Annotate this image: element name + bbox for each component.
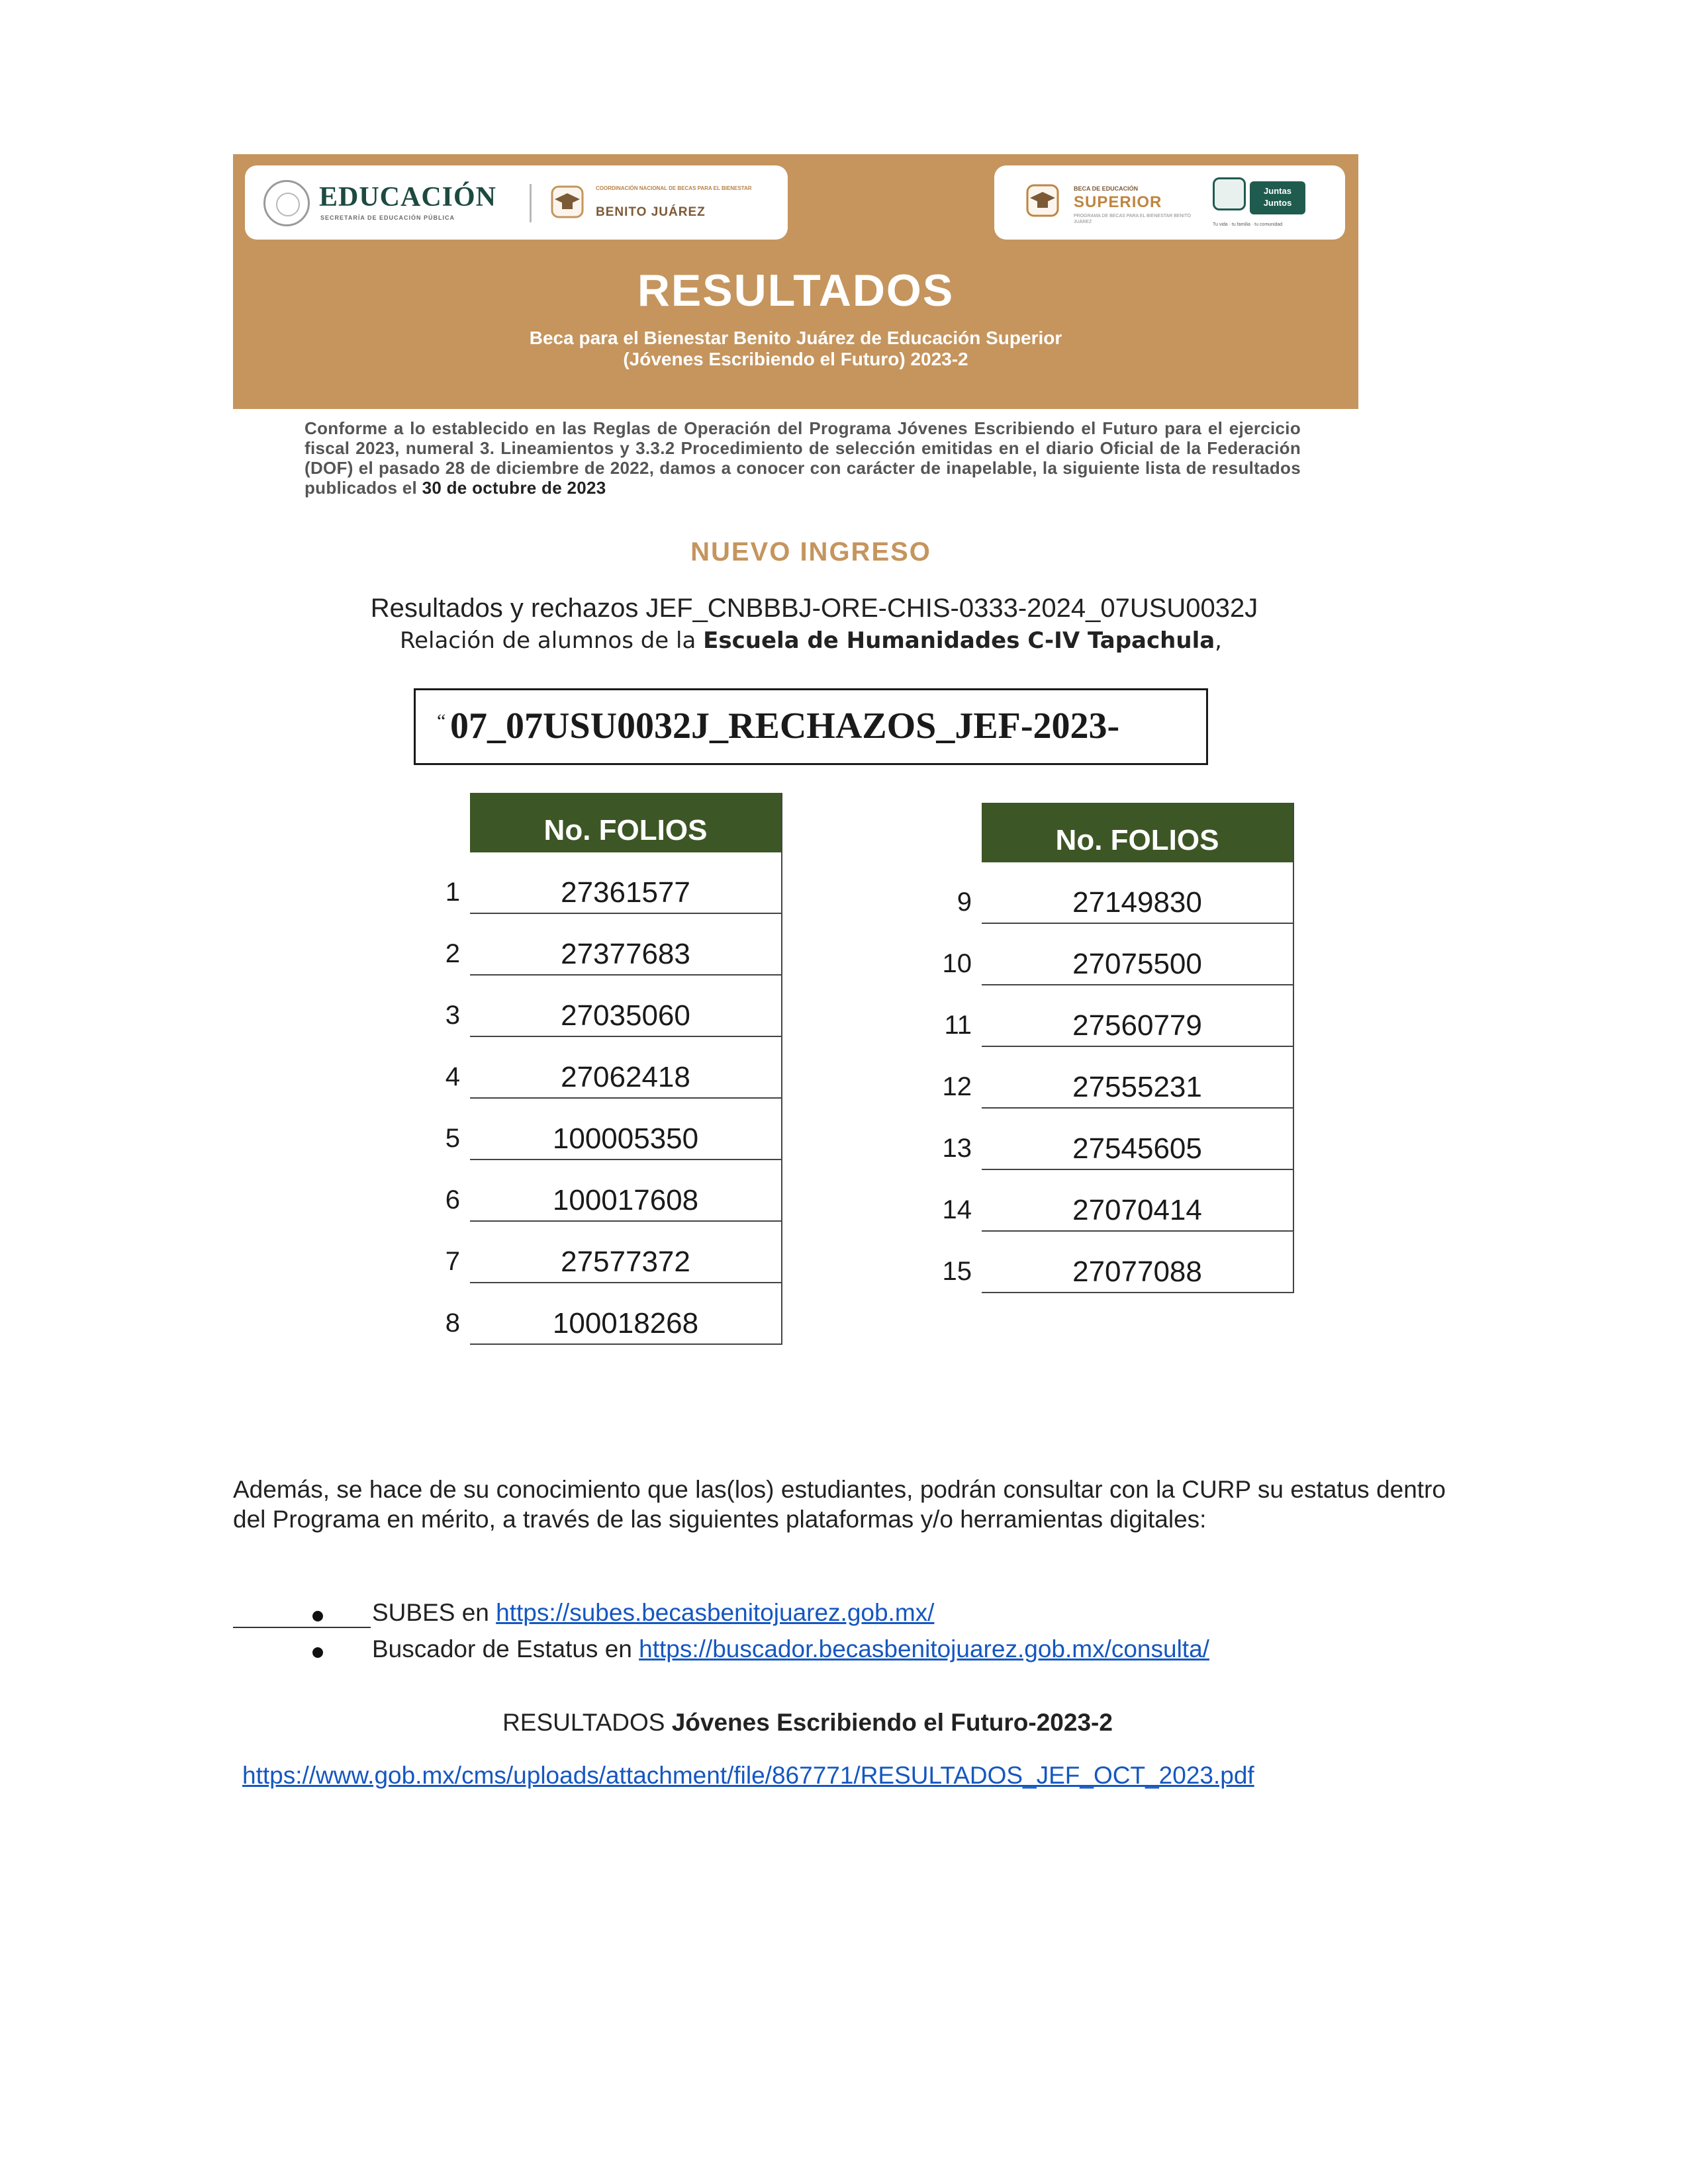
sep-logo-card [245,165,788,240]
mexico-seal-icon [263,180,310,226]
bullet-label: SUBES en [372,1599,489,1626]
folio-value: 27149830 [1072,886,1202,919]
table-row [445,1283,781,1345]
table-row [445,1037,781,1099]
bj-coordination-text: COORDINACIÓN NACIONAL DE BECAS PARA EL BIENESTAR [596,185,752,191]
folio-value: 27545605 [1072,1132,1202,1165]
code-open-quote: “ [437,710,446,732]
row-number: 10 [942,949,972,978]
folio-value: 100018268 [552,1307,699,1340]
bullet-icon [312,1647,323,1658]
row-number: 1 [445,878,460,907]
row-number: 11 [944,1011,972,1040]
table-row [445,1099,781,1160]
row-number: 13 [942,1134,972,1163]
banner-subtitle-2: (Jóvenes Escribiendo el Futuro) 2023-2 [623,349,968,369]
table-row [942,1170,1293,1232]
logo-divider [530,184,532,222]
folios-header: No. FOLIOS [470,793,781,852]
row-number: 4 [445,1062,460,1091]
school-name: Escuela de Humanidades C-IV Tapachula [703,627,1215,654]
buscador-link[interactable]: https://buscador.becasbenitojuarez.gob.mx/consulta/ [639,1635,1209,1662]
rejection-code-box [414,688,1208,765]
folio-value: 27077088 [1072,1255,1202,1288]
table-row [942,1047,1293,1109]
relation-suffix: , [1215,627,1222,654]
info-paragraph: Además, se hace de su conocimiento que las(los) estudiantes, podrán consultar con la CURP su estatus dentro del Programa en mérito, a través de las siguientes plataformas y/o herramientas digitales: [233,1476,1446,1533]
results-title-prefix: RESULTADOS [502,1709,665,1736]
underline-rule [233,1627,371,1628]
folio-value: 27555231 [1072,1071,1202,1103]
superior-logo-card [994,165,1345,240]
row-number: 5 [445,1124,460,1153]
juntos-shield-icon [1213,177,1246,210]
superior-program-text: PROGRAMA DE BECAS PARA EL BIENESTAR BENITO JUÁREZ [1074,214,1192,224]
folio-value: 27577372 [561,1246,690,1278]
row-number: 12 [942,1072,972,1101]
table-row [942,924,1293,985]
row-number: 8 [445,1308,460,1338]
juntos-logo-text: Juntas Juntos [1250,181,1305,214]
intro-text: Conforme a lo establecido en las Reglas de Operación del Programa Jóvenes Escribiendo el Futuro para el ejercicio fiscal 2023, numeral 3. Lineamientos y 3.3.2 Procedimiento de selección emitidas en el diario Oficial de la Federación (DOF) el pasado 28 de diciembre de 2022, damos a conocer con carácter de inapelable, la siguiente lista de resultados publicados el [305,418,1301,498]
relation-line [0,627,1622,654]
banner-title: RESULTADOS [637,265,955,316]
bullet-item-buscador [372,1635,1209,1663]
row-number: 7 [445,1247,460,1276]
results-pdf-link[interactable]: https://www.gob.mx/cms/uploads/attachment/file/867771/RESULTADOS_JEF_OCT_2023.pdf [242,1762,1254,1789]
banner-subtitle-1: Beca para el Bienestar Benito Juárez de Educación Superior [529,328,1062,348]
row-number: 2 [445,939,460,968]
results-reference-line: Resultados y rechazos JEF_CNBBBJ-ORE-CHIS-0333-2024_07USU0032J [370,594,1258,623]
folio-value: 27075500 [1072,948,1202,980]
superior-text: SUPERIOR [1074,193,1162,211]
folio-value: 27062418 [561,1061,690,1093]
bullet-label: Buscador de Estatus en [372,1635,632,1662]
educacion-logo-text: EDUCACIÓN [319,182,497,212]
table-row [445,852,781,914]
results-title-program: Jóvenes Escribiendo el Futuro-2023-2 [671,1709,1113,1736]
folio-value: 27070414 [1072,1194,1202,1226]
results-title [0,1709,1615,1737]
relation-prefix: Relación de alumnos de la [400,627,696,654]
table-row [445,1222,781,1283]
superior-cap-icon [1026,184,1059,217]
row-number: 15 [942,1257,972,1286]
graduation-cap-icon [551,185,584,218]
subes-link[interactable]: https://subes.becasbenitojuarez.gob.mx/ [496,1599,935,1626]
row-number: 9 [957,887,972,917]
row-number: 3 [445,1001,460,1030]
intro-date: 30 de octubre de 2023 [422,478,606,498]
table-row [944,985,1293,1047]
folio-value: 27361577 [561,876,690,909]
table-row [445,976,781,1037]
benito-juarez-text: BENITO JUÁREZ [596,205,706,219]
sep-subtitle: SECRETARÍA DE EDUCACIÓN PÚBLICA [320,214,455,221]
folios-header: No. FOLIOS [982,803,1293,862]
folio-value: 27377683 [561,938,690,970]
bullet-item-subes [372,1599,934,1627]
folio-value: 100005350 [552,1122,699,1155]
folios-table-left [445,793,782,1345]
row-number: 6 [445,1185,460,1214]
folios-table-right [942,803,1294,1293]
row-number: 14 [942,1195,972,1224]
folio-value: 100017608 [552,1184,699,1216]
results-banner [233,154,1358,409]
table-row [445,914,781,976]
table-row [957,862,1293,924]
table-row [942,1232,1293,1293]
folio-value: 27035060 [561,999,690,1032]
rejection-code: 07_07USU0032J_RECHAZOS_JEF-2023- [450,705,1120,747]
nuevo-ingreso-heading: NUEVO INGRESO [690,537,931,567]
bullet-icon [312,1611,323,1621]
intro-paragraph [305,418,1301,498]
table-row [942,1109,1293,1170]
juntos-tagline: Tu vida · tu familia · tu comunidad [1213,222,1283,227]
folio-value: 27560779 [1072,1009,1202,1042]
beca-educacion-text: BECA DE EDUCACIÓN [1074,185,1139,192]
table-row [445,1160,781,1222]
